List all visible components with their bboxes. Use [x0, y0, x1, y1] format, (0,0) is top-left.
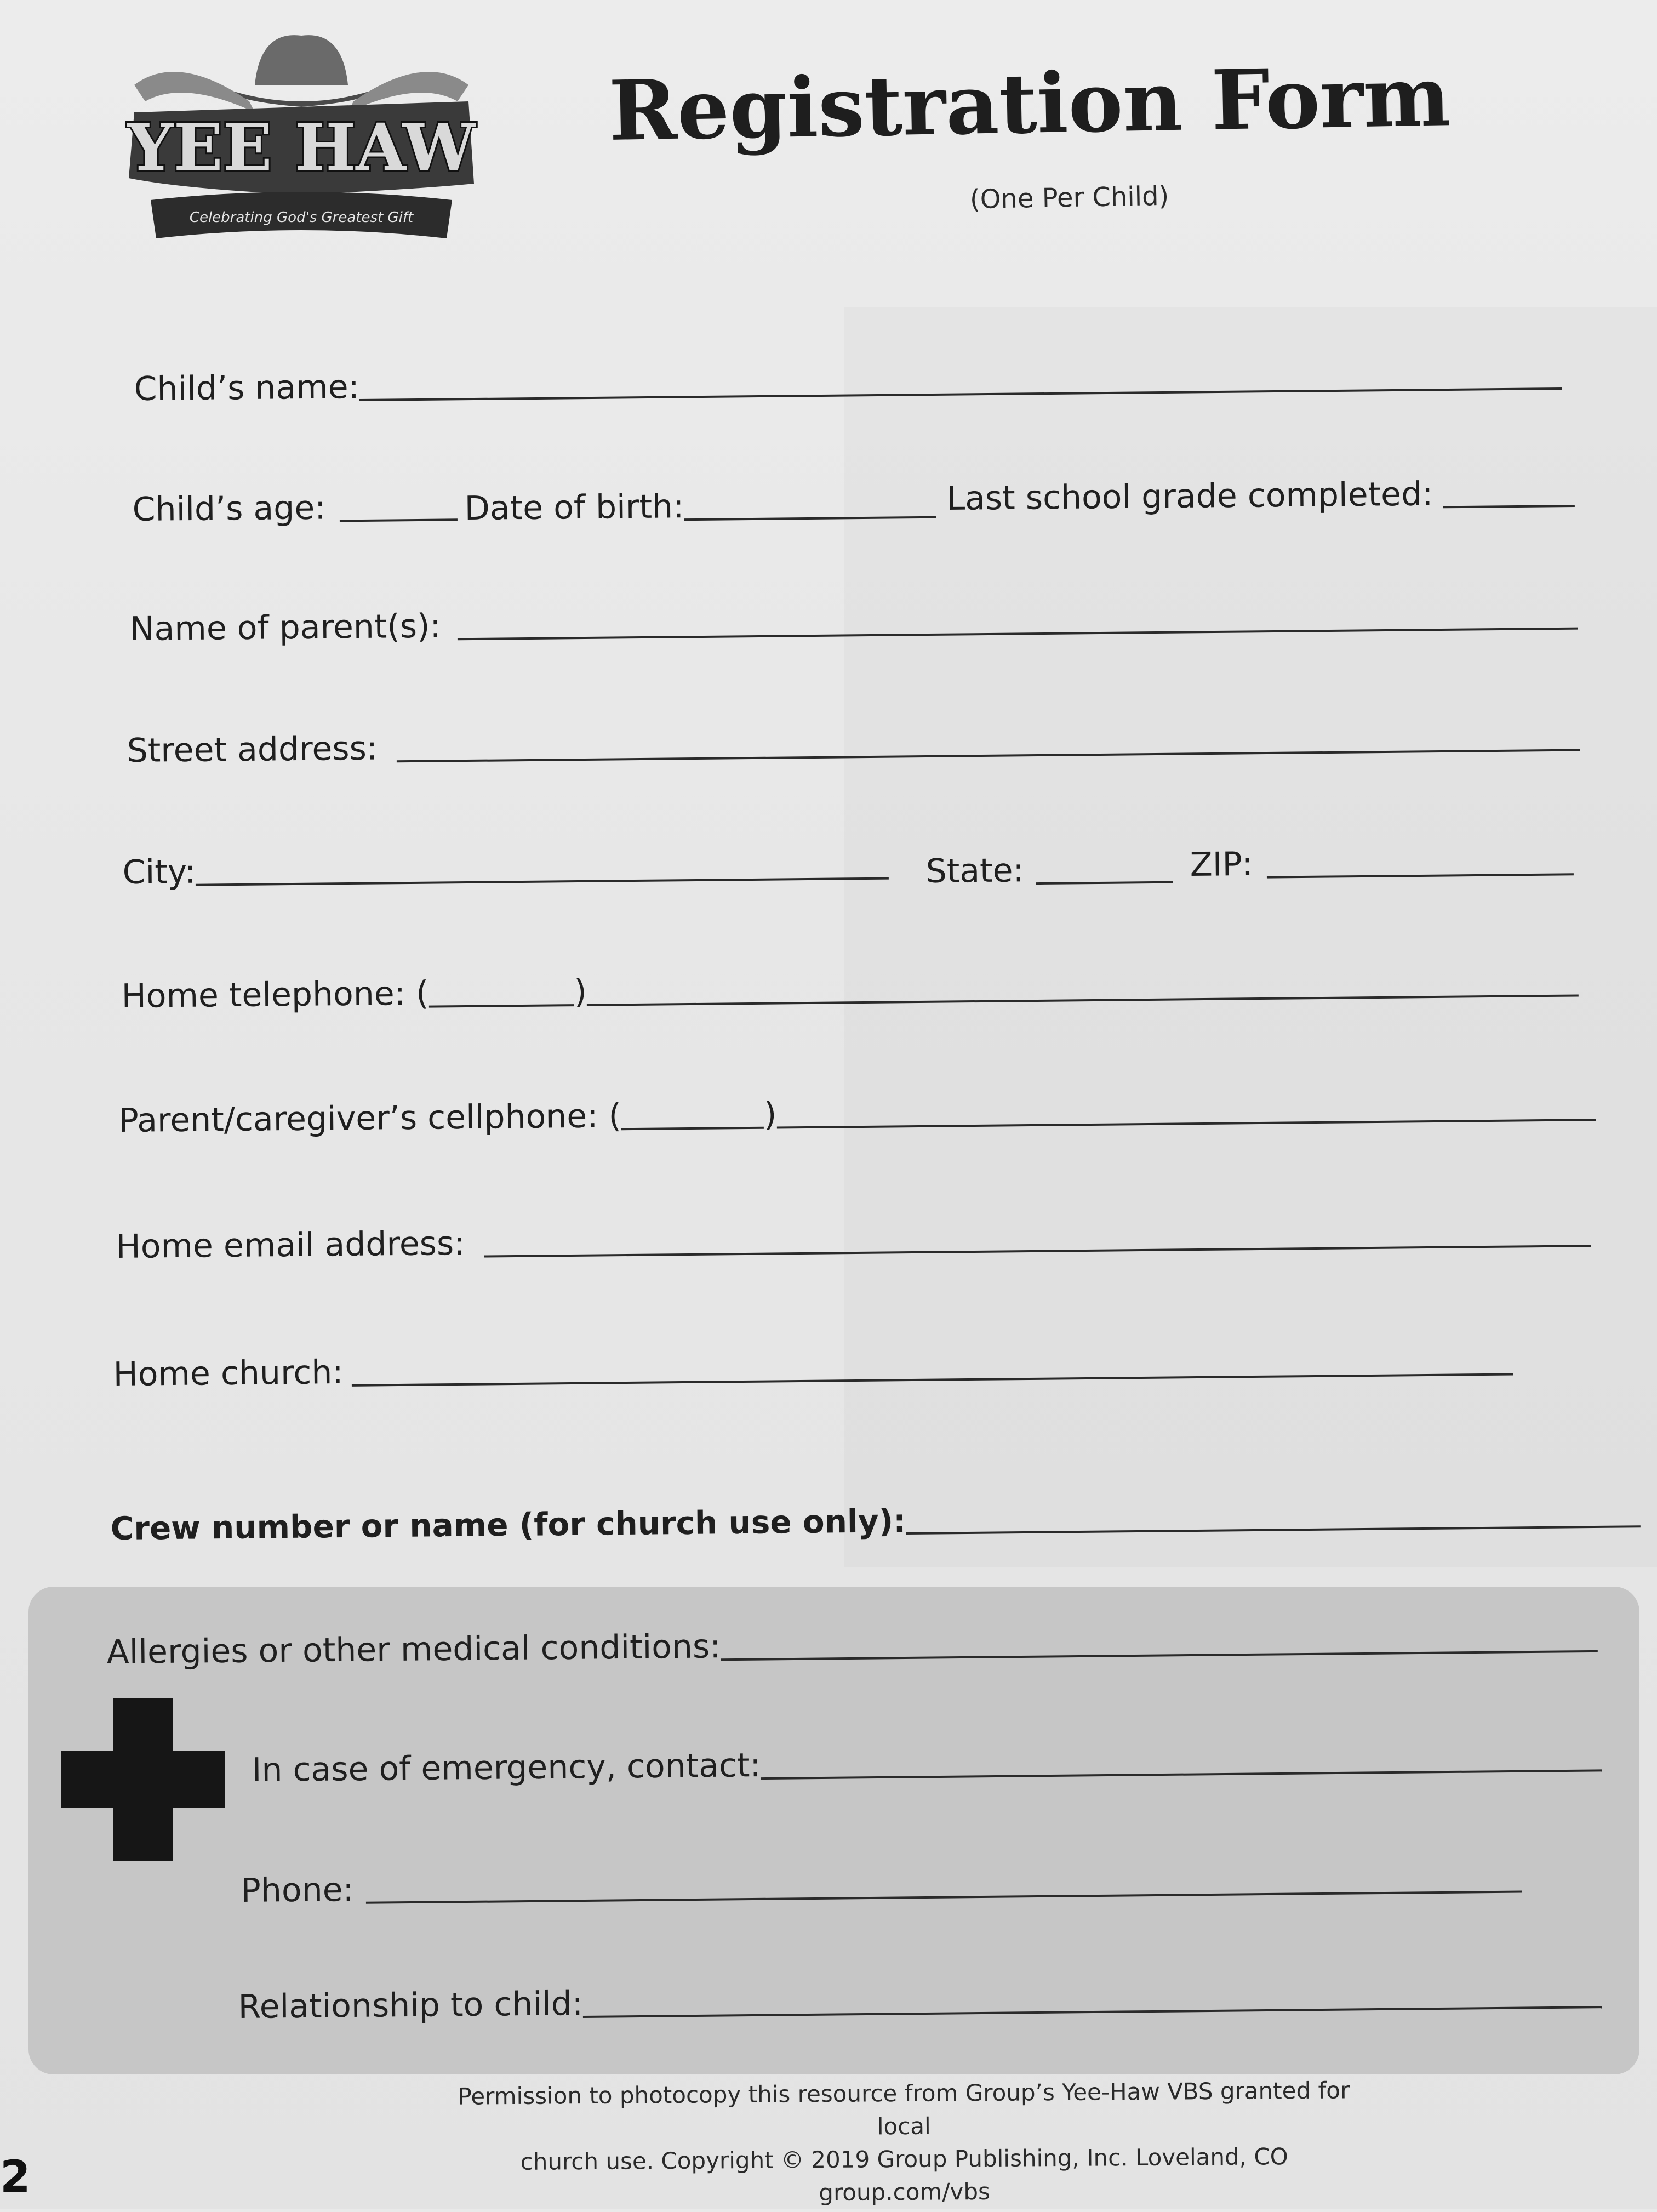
relationship-label: Relationship to child: — [238, 1984, 584, 2026]
allergies-label: Allergies or other medical conditions: — [106, 1627, 721, 1672]
state-label: State: — [925, 851, 1025, 891]
logo-wordmark: YEE HAW — [127, 109, 476, 185]
page-subtitle: (One Per Child) — [969, 180, 1169, 215]
parent-name-label: Name of parent(s): — [129, 607, 441, 648]
page-title: Registration Form — [608, 48, 1452, 159]
child-name-label: Child’s name: — [134, 368, 360, 408]
last-grade-field[interactable] — [946, 475, 1574, 518]
home-church-label: Home church: — [113, 1353, 344, 1394]
cowboy-hat-icon — [255, 35, 348, 85]
home-email-label: Home email address: — [116, 1224, 465, 1266]
date-of-birth-field[interactable] — [464, 487, 936, 528]
zip-field[interactable] — [1190, 845, 1574, 884]
longhorns-icon — [134, 72, 255, 112]
home-telephone-area-code-line[interactable] — [429, 1004, 574, 1008]
footer-line-1: Permission to photocopy this resource from Group’s Yee-Haw VBS granted for local — [458, 2077, 1350, 2140]
city-field[interactable] — [122, 849, 889, 892]
city-line[interactable] — [196, 877, 889, 886]
last-grade-line[interactable] — [1443, 505, 1575, 508]
cellphone-area-code-line[interactable] — [621, 1127, 764, 1130]
emergency-contact-label: In case of emergency, contact: — [252, 1746, 762, 1789]
medical-cross-icon — [61, 1698, 225, 1861]
cellphone-close-paren: ) — [763, 1095, 777, 1134]
city-label: City: — [122, 852, 196, 892]
child-age-label: Child’s age: — [132, 488, 326, 529]
street-address-label: Street address: — [127, 729, 378, 770]
yee-haw-logo — [112, 19, 490, 249]
child-age-line[interactable] — [340, 518, 458, 522]
state-field[interactable] — [925, 851, 1173, 891]
home-telephone-label: Home telephone: ( — [121, 974, 429, 1016]
page-number: 2 — [0, 2151, 31, 2202]
date-of-birth-label: Date of birth: — [464, 487, 684, 528]
copyright-footer — [438, 2074, 1370, 2212]
crew-label: Crew number or name (for church use only): — [110, 1502, 906, 1547]
logo-tagline: Celebrating God's Greatest Gift — [189, 209, 414, 226]
footer-line-2: church use. Copyright © 2019 Group Publishing, Inc. Loveland, CO group.com/vbs — [520, 2143, 1288, 2207]
date-of-birth-line[interactable] — [684, 516, 936, 521]
zip-line[interactable] — [1267, 873, 1574, 878]
state-line[interactable] — [1036, 881, 1173, 885]
last-grade-label: Last school grade completed: — [946, 475, 1433, 518]
cellphone-label: Parent/caregiver’s cellphone: ( — [118, 1097, 622, 1140]
child-age-field[interactable] — [132, 488, 457, 529]
emergency-phone-label: Phone: — [241, 1871, 355, 1910]
home-telephone-close-paren: ) — [574, 972, 587, 1012]
zip-label: ZIP: — [1190, 845, 1254, 884]
